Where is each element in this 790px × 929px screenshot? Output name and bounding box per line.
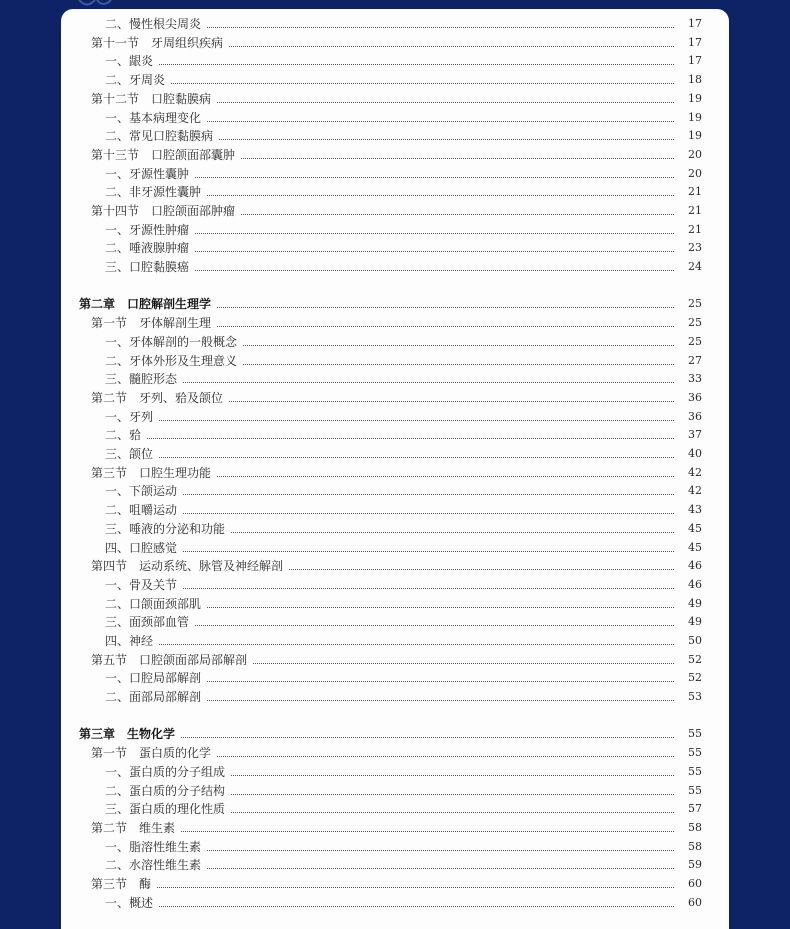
toc-page-number: 19 (688, 110, 702, 124)
dot-leader (207, 867, 674, 869)
toc-subsection-row[interactable] (61, 408, 729, 426)
dot-leader (231, 774, 674, 776)
toc-entry-label: 二、常见口腔黏膜病 (105, 129, 214, 144)
toc-entry-label: 第二节 牙列、𬌗及颌位 (91, 390, 224, 405)
toc-subsection-row[interactable] (61, 632, 729, 650)
toc-section-row[interactable] (61, 651, 729, 669)
toc-page-number: 43 (688, 503, 702, 517)
toc-page (61, 9, 729, 929)
dot-leader (159, 643, 674, 645)
toc-subsection-row[interactable] (61, 482, 729, 500)
toc-page-number: 37 (688, 428, 702, 442)
toc-entry-label: 第十二节 口腔黏膜病 (91, 91, 212, 106)
toc-entry-label: 一、下颌运动 (105, 484, 178, 499)
dot-leader (231, 531, 674, 533)
toc-page-number: 36 (688, 390, 702, 404)
toc-subsection-row[interactable] (61, 782, 729, 800)
dot-leader (253, 662, 674, 664)
dot-leader (243, 344, 674, 346)
dot-leader (171, 82, 674, 84)
toc-page-number: 59 (688, 858, 702, 872)
toc-section-row[interactable] (61, 146, 729, 164)
toc-page-number: 20 (688, 147, 702, 161)
dot-leader (159, 419, 674, 421)
toc-page-number: 55 (688, 746, 702, 760)
toc-entry-label: 一、基本病理变化 (105, 110, 202, 125)
toc-entry-label: 第三节 口腔生理功能 (91, 465, 212, 480)
dot-leader (207, 680, 674, 682)
toc-page-number: 25 (688, 316, 702, 330)
dot-leader (241, 213, 674, 215)
toc-entry-label: 一、口腔局部解剖 (105, 671, 202, 686)
dot-leader (195, 176, 674, 178)
dot-leader (147, 437, 674, 439)
toc-page-number: 21 (688, 204, 702, 217)
toc-section-row[interactable] (61, 557, 729, 575)
toc-page-number: 49 (688, 596, 702, 610)
toc-page-number: 45 (688, 540, 702, 554)
toc-entry-label: 第三章 生物化学 (79, 727, 176, 742)
toc-subsection-row[interactable] (61, 595, 729, 613)
toc-section-row[interactable] (61, 464, 729, 482)
toc-entry-label: 第十四节 口腔颌面部肿瘤 (91, 204, 236, 218)
toc-page-number: 60 (688, 895, 702, 909)
toc-entry-label: 二、牙体外形及生理意义 (105, 353, 238, 368)
toc-entry-label: 一、牙源性囊肿 (105, 166, 190, 181)
toc-page-number: 46 (688, 577, 702, 591)
toc-page-number: 53 (688, 690, 702, 704)
toc-entry-label: 第四节 运动系统、脉管及神经解剖 (91, 559, 284, 574)
toc-section-row[interactable] (61, 744, 729, 762)
toc-subsection-row[interactable] (61, 576, 729, 594)
toc-entry-label: 第十三节 口腔颌面部囊肿 (91, 147, 236, 162)
toc-section-row[interactable] (61, 819, 729, 837)
dot-leader (217, 101, 674, 103)
toc-page-number: 18 (688, 73, 702, 87)
toc-subsection-row[interactable] (61, 71, 729, 89)
toc-page-number: 36 (688, 409, 702, 423)
toc-subsection-row[interactable] (61, 258, 729, 276)
dot-leader (181, 830, 674, 832)
toc-page-number: 20 (688, 166, 702, 180)
dot-leader (207, 849, 674, 851)
dot-leader (159, 456, 674, 458)
toc-subsection-row[interactable] (61, 183, 729, 201)
toc-subsection-row[interactable] (61, 352, 729, 370)
toc-page-number: 46 (688, 559, 702, 573)
toc-page-number: 23 (688, 241, 702, 255)
dot-leader (159, 63, 674, 65)
toc-chapter-row[interactable] (61, 725, 729, 743)
toc-subsection-row[interactable] (61, 370, 729, 388)
toc-entry-label: 二、咀嚼运动 (105, 503, 178, 518)
toc-subsection-row[interactable] (61, 669, 729, 687)
toc-page-number: 55 (688, 764, 702, 778)
toc-entry-label: 一、脂溶性维生素 (105, 839, 202, 854)
toc-entry-label: 二、牙周炎 (105, 73, 166, 88)
toc-page-number: 21 (688, 185, 702, 199)
toc-page-number: 21 (688, 222, 702, 236)
dot-leader (183, 550, 674, 552)
toc-page-number: 24 (688, 260, 702, 274)
toc-section-row[interactable] (61, 314, 729, 332)
toc-entry-label: 一、龈炎 (105, 54, 154, 69)
toc-entry-label: 二、蛋白质的分子结构 (105, 783, 226, 798)
toc-subsection-row[interactable] (61, 333, 729, 351)
toc-subsection-row[interactable] (61, 688, 729, 706)
dot-leader (289, 568, 674, 570)
toc-subsection-row[interactable] (61, 221, 729, 239)
toc-entry-label: 二、慢性根尖周炎 (105, 17, 202, 31)
toc-page-number: 25 (688, 297, 702, 311)
toc-page-number: 55 (688, 783, 702, 797)
dot-leader (217, 475, 674, 477)
toc-subsection-row[interactable] (61, 501, 729, 519)
dot-leader (217, 306, 674, 308)
toc-page-number: 45 (688, 521, 702, 535)
toc-subsection-row[interactable] (61, 763, 729, 781)
toc-entry-label: 第五节 口腔颌面部局部解剖 (91, 652, 248, 667)
toc-entry-label: 四、口腔感觉 (105, 540, 178, 555)
dot-leader (183, 493, 674, 495)
toc-page-number: 42 (688, 484, 702, 498)
toc-subsection-row[interactable] (61, 109, 729, 127)
toc-entry-label: 第十一节 牙周组织疾病 (91, 35, 224, 50)
toc-subsection-row[interactable] (61, 426, 729, 444)
toc-entry-label: 一、概述 (105, 895, 154, 910)
toc-entry-label: 二、非牙源性囊肿 (105, 185, 202, 200)
toc-page-number: 42 (688, 465, 702, 479)
toc-entry-label: 第二节 维生素 (91, 820, 176, 835)
toc-section-row[interactable] (61, 875, 729, 893)
toc-page-number: 27 (688, 353, 702, 367)
toc-subsection-row[interactable] (61, 800, 729, 818)
toc-entry-label: 三、髓腔形态 (105, 372, 178, 387)
toc-entry-label: 第二章 口腔解剖生理学 (79, 297, 212, 312)
toc-page-number: 25 (688, 334, 702, 348)
toc-page-number: 58 (688, 820, 702, 834)
toc-page-number: 49 (688, 615, 702, 629)
toc-subsection-row[interactable] (61, 52, 729, 70)
toc-section-row[interactable] (61, 389, 729, 407)
toc-subsection-row[interactable] (61, 520, 729, 538)
toc-page-number: 52 (688, 652, 702, 666)
toc-subsection-row[interactable] (61, 15, 729, 33)
toc-entry-label: 二、口颌面颈部肌 (105, 596, 202, 611)
toc-entry-label: 第一节 蛋白质的化学 (91, 746, 212, 761)
toc-entry-label: 三、唾液的分泌和功能 (105, 521, 226, 536)
dot-leader (243, 363, 674, 365)
toc-page-number: 17 (688, 54, 702, 68)
toc-entry-label: 二、水溶性维生素 (105, 858, 202, 873)
dot-leader (195, 269, 674, 271)
toc-section-row[interactable] (61, 34, 729, 52)
toc-entry-label: 第三节 酶 (91, 877, 152, 891)
toc-chapter-row[interactable] (61, 295, 729, 313)
toc-page-number: 40 (688, 447, 702, 460)
dot-leader (183, 381, 674, 383)
toc-entry-label: 四、神经 (105, 634, 154, 648)
toc-section-row[interactable] (61, 90, 729, 108)
toc-entry-label: 三、蛋白质的理化性质 (105, 802, 226, 817)
dot-leader (231, 811, 674, 813)
dot-leader (229, 45, 674, 47)
dot-leader (217, 755, 674, 757)
dot-leader (159, 905, 674, 907)
dot-leader (195, 624, 674, 626)
toc-subsection-row[interactable] (61, 856, 729, 874)
toc-entry-label: 一、骨及关节 (105, 577, 178, 592)
toc-page-number: 58 (688, 839, 702, 853)
toc-page-number: 19 (688, 129, 702, 143)
toc-section-row[interactable] (61, 202, 729, 220)
toc-subsection-row[interactable] (61, 165, 729, 183)
toc-page-number: 17 (688, 17, 702, 30)
toc-entry-label: 一、牙列 (105, 409, 154, 424)
dot-leader (207, 606, 674, 608)
toc-subsection-row[interactable] (61, 127, 729, 145)
dot-leader (219, 138, 674, 140)
toc-entry-label: 一、牙体解剖的一般概念 (105, 334, 238, 349)
dot-leader (207, 26, 674, 28)
toc-entry-label: 二、面部局部解剖 (105, 690, 202, 705)
toc-entry-label: 三、口腔黏膜癌 (105, 260, 190, 275)
dot-leader (207, 699, 674, 701)
toc-subsection-row[interactable] (61, 894, 729, 912)
dot-leader (229, 400, 674, 402)
toc-entry-label: 三、颌位 (105, 447, 154, 461)
toc-entry-label: 一、牙源性肿瘤 (105, 222, 190, 237)
toc-page-number: 19 (688, 91, 702, 105)
toc-entry-label: 一、蛋白质的分子组成 (105, 764, 226, 779)
dot-leader (183, 512, 674, 514)
dot-leader (195, 232, 674, 234)
toc-page-number: 50 (688, 634, 702, 647)
toc-page-number: 52 (688, 671, 702, 685)
dot-leader (157, 886, 674, 888)
toc-subsection-row[interactable] (61, 239, 729, 257)
toc-subsection-row[interactable] (61, 838, 729, 856)
dot-leader (217, 325, 674, 327)
dot-leader (181, 736, 674, 738)
toc-subsection-row[interactable] (61, 613, 729, 631)
toc-subsection-row[interactable] (61, 539, 729, 557)
toc-entry-label: 二、𬌗 (105, 428, 142, 443)
dot-leader (207, 120, 674, 122)
toc-page-number: 17 (688, 35, 702, 49)
dot-leader (183, 587, 674, 589)
dot-leader (207, 194, 674, 196)
toc-entry-label: 第一节 牙体解剖生理 (91, 316, 212, 331)
toc-entry-label: 二、唾液腺肿瘤 (105, 241, 190, 256)
toc-page-number: 57 (688, 802, 702, 816)
dot-leader (231, 793, 674, 795)
toc-page-number: 60 (688, 877, 702, 890)
dot-leader (241, 157, 674, 159)
toc-subsection-row[interactable] (61, 445, 729, 463)
toc-page-number: 33 (688, 372, 702, 386)
dot-leader (195, 250, 674, 252)
toc-entry-label: 三、面颈部血管 (105, 615, 190, 630)
toc-page-number: 55 (688, 727, 702, 741)
